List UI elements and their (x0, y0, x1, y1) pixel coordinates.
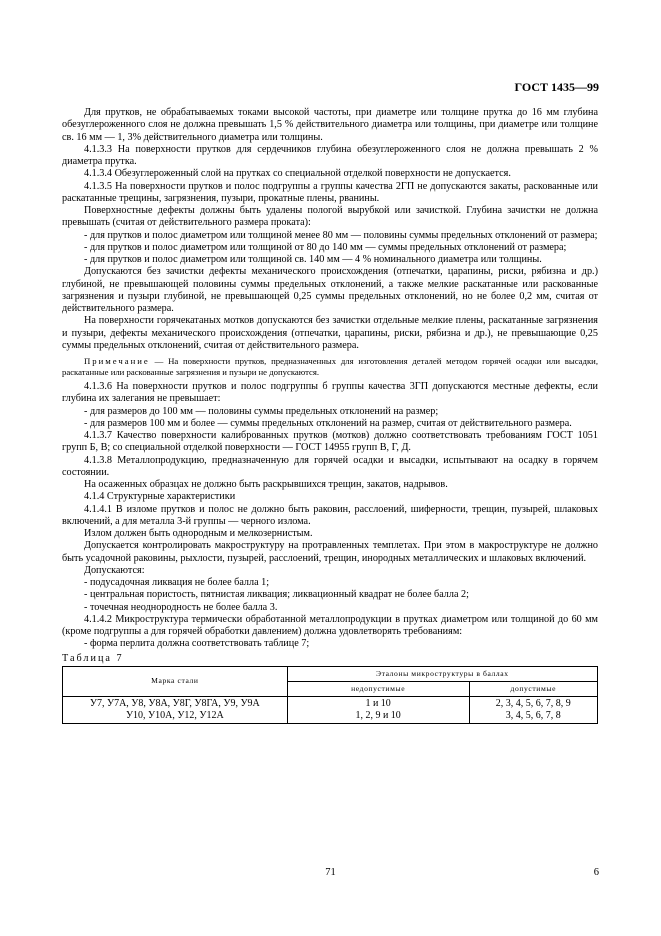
grade-line: У10, У10А, У12, У12А (125, 710, 224, 722)
paragraph: 4.1.3.5 На поверхности прутков и полос подгруппы а группы качества 2ГП не допускаются закаты, раскованные или раскатанные трещины, загрязнения, пузыри, прокатные плены, рванины. (62, 180, 598, 204)
paragraph: 4.1.3.7 Качество поверхности калиброванных прутков (мотков) должно соответствовать требованиям ГОСТ 1051 групп Б, В; со специальной отделкой поверхности — ГОСТ 14955 групп В, Г, Д. (62, 430, 598, 454)
bad-line: 1, 2, 9 и 10 (355, 710, 401, 722)
page-number-center: 71 (325, 867, 336, 878)
section-heading: 4.1.4 Структурные характеристики (84, 491, 236, 503)
document-header: ГОСТ 1435—99 (514, 80, 599, 94)
paragraph: 4.1.3.3 На поверхности прутков для сердечников глубина обезуглероженного слоя не должна превышать 2 % диаметра прутка. (62, 143, 598, 167)
list-item: - для прутков и полос диаметром или толщиной от 80 до 140 мм — суммы предельных отклонений от размера; (84, 241, 567, 253)
table-row (63, 697, 598, 724)
paragraph: На осаженных образцах не должно быть раскрывшихся трещин, закатов, надрывов. (84, 479, 448, 490)
paragraph: Допускаются без зачистки дефекты механического происхождения (отпечатки, царапины, риски, рябизна и др.) глубиной, не превышающей половины суммы предельных отклонений, а также мелкие раскатанные или раскованные загрязнения и пузыри глубиной, не превышающей 0,25 суммы предельных отклонений, но не более 0,2 мм, считая от действительного размера. (62, 266, 598, 314)
list-item: - форма перлита должна соответствовать таблице 7; (84, 638, 310, 650)
paragraph: Излом должен быть однородным и мелкозернистым. (84, 528, 313, 539)
column-header-grade: Марка стали (63, 666, 288, 697)
paragraph: 4.1.4.2 Микроструктура термически обработанной металлопродукции в прутках диаметром или толщиной до 60 мм (кроме подгруппы а для горячей обработки давлением) должна удовлетворять требованиям: (62, 613, 598, 637)
grade-line: У7, У7А, У8, У8А, У8Г, У8ГА, У9, У9А (89, 698, 260, 710)
cell-ok (469, 697, 597, 724)
paragraph: 4.1.4.1 В изломе прутков и полос не должно быть раковин, расслоений, шиферности, трещин, пузырей, шлаковых включений, а для металла 3-й группы — черного излома. (62, 503, 598, 527)
list-item: - точечная неоднородность не более балла 3. (84, 601, 278, 613)
paragraph: 4.1.3.4 Обезуглероженный слой на прутках со специальной отделкой поверхности не допускается. (84, 168, 511, 180)
paragraph: Допускается контролировать макроструктуру на протравленных темплетах. При этом в макроструктуре не должно быть усадочной раковины, рыхлости, пузырей, расслоений, трещин, инородных металлических и шлаковых включений. (62, 540, 598, 564)
table-header-row (63, 666, 598, 681)
table-7 (62, 666, 598, 725)
paragraph: Для прутков, не обрабатываемых токами высокой частоты, при диаметре или толщине прутка до 16 мм глубина обезуглероженного слоя не должна превышать 1,5 % действительного диаметра или толщины, при диаметре или толщине св. 16 мм — 1, 3% действительного диаметра или толщины. (62, 107, 598, 143)
paragraph: Поверхностные дефекты должны быть удалены пологой вырубкой или зачисткой. Глубина зачистки не должна превышать (считая от действительного размера проката): (62, 205, 598, 229)
document-body (62, 107, 598, 724)
bad-line: 1 и 10 (365, 698, 391, 710)
paragraph: На поверхности горячекатаных мотков допускаются без зачистки отдельные мелкие плены, раскатанные загрязнения и пузыри, дефекты механического происхождения (отпечатки, царапины, риски, рябизна и др.), не превышающие 0,25 суммы предельных отклонений, считая от действительного размера. (62, 315, 598, 351)
list-item: - подусадочная ликвация не более балла 1; (84, 577, 270, 588)
column-header-ok: допустимые (469, 682, 597, 697)
column-header-group: Эталоны микроструктуры в баллах (287, 666, 597, 681)
column-header-bad: недопустимые (287, 682, 469, 697)
paragraph: Допускаются: (84, 564, 145, 576)
list-item: - для размеров до 100 мм — половины суммы предельных отклонений на размер; (84, 405, 439, 417)
note-text: — На поверхности прутков, предназначенных для изготовления деталей методом горячей осадки или высадки, раскатанные или раскованные загрязнения и пузыри не допускаются. (62, 356, 598, 377)
list-item: - центральная пористость, пятнистая ликвация; ликвационный квадрат не более балла 2; (84, 589, 469, 601)
list-item: - для прутков и полос диаметром или толщиной менее 80 мм — половины суммы предельных отклонений от размера; (84, 229, 598, 241)
note-label: Примечание (84, 356, 150, 366)
ok-line: 3, 4, 5, 6, 7, 8 (505, 710, 561, 722)
cell-bad (287, 697, 469, 724)
list-item: - для размеров 100 мм и более — суммы предельных отклонений на размер, считая от действительного размера. (84, 417, 572, 429)
paragraph: 4.1.3.6 На поверхности прутков и полос подгруппы б группы качества 3ГП допускаются местные дефекты, если глубина их залегания не превышает: (62, 381, 598, 405)
ok-line: 2, 3, 4, 5, 6, 7, 8, 9 (495, 698, 571, 710)
note (62, 356, 598, 378)
cell-grades (63, 697, 288, 724)
list-item: - для прутков и полос диаметром или толщиной св. 140 мм — 4 % номинального диаметра или толщины. (84, 254, 542, 265)
paragraph: 4.1.3.8 Металлопродукцию, предназначенную для горячей осадки и высадки, испытывают на осадку в горячем состоянии. (62, 454, 598, 478)
page-number-right: 6 (593, 867, 599, 878)
table-caption: Таблица 7 (62, 652, 124, 664)
